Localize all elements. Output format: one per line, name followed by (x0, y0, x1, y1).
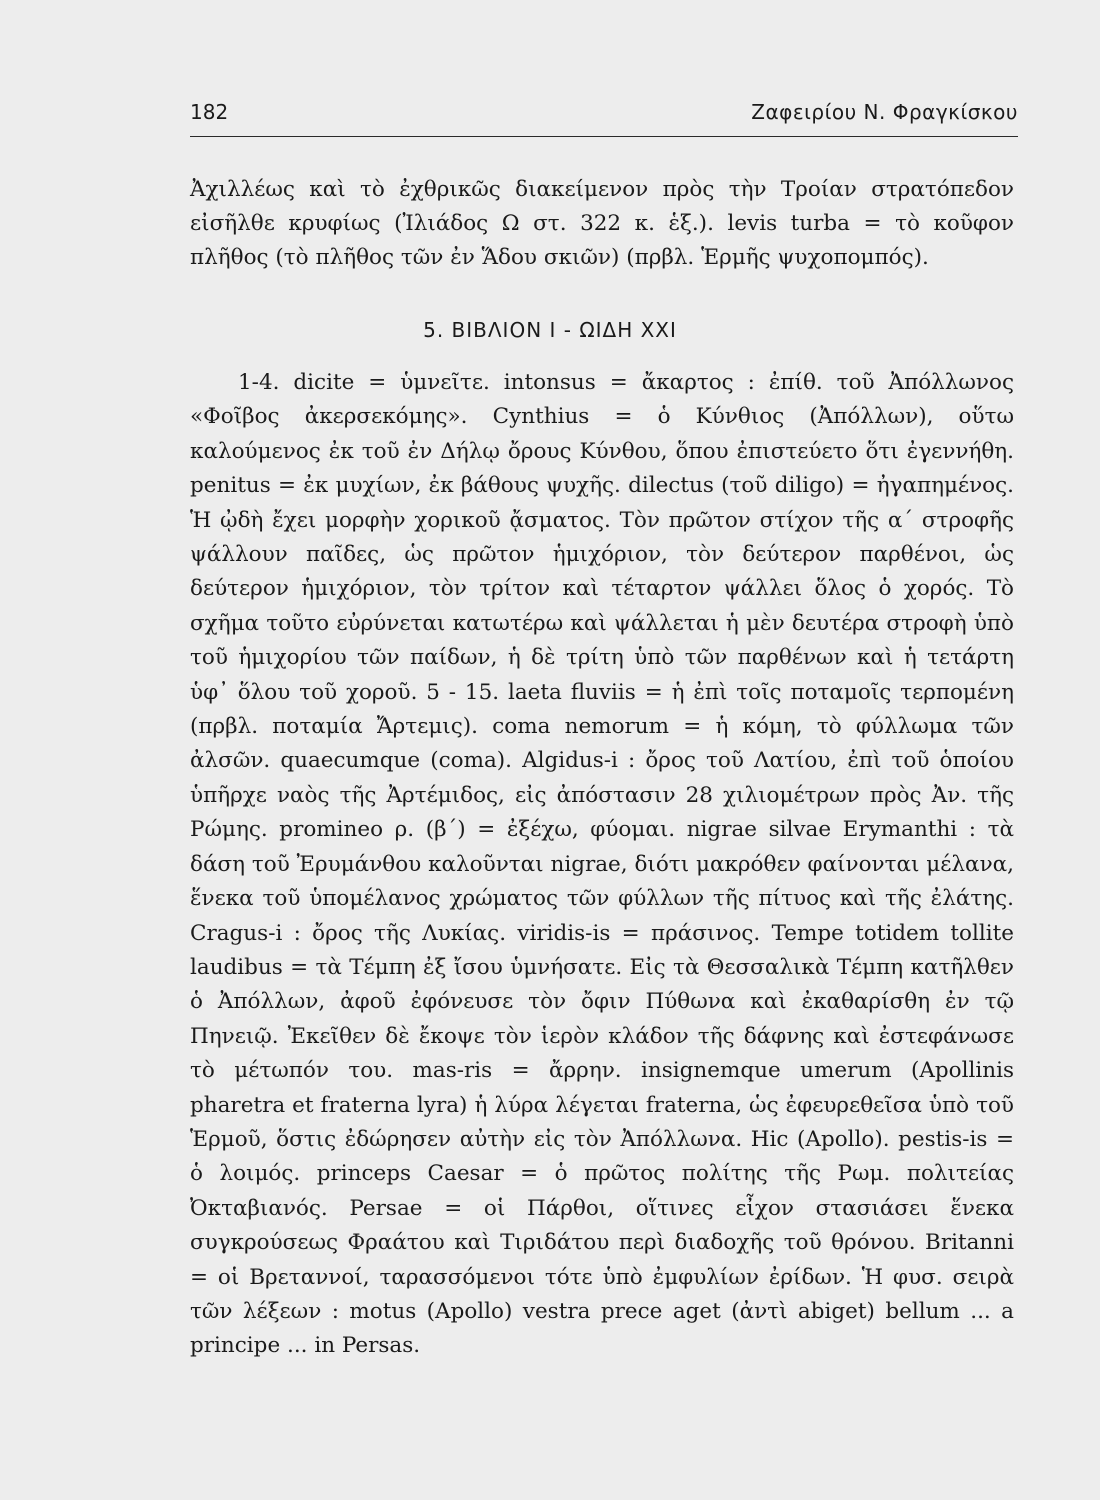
intro-paragraph: Ἀχιλλέως καὶ τὸ ἐχθρικῶς διακείμενον πρὸς τὴν Τροίαν στρατόπεδον εἰσῆλθε κρυφίως (Ἰλιάδος Ω στ. 322 κ. ἑξ.). levis turba = τὸ κοῦφον πλῆθος (τὸ πλῆθος τῶν ἐν Ἅδου σκιῶν) (πρβλ. Ἑρμῆς ψυχοπομπός). (190, 177, 1014, 270)
commentary-paragraph: 1-4. dicite = ὑμνεῖτε. intonsus = ἄκαρτος : ἐπίθ. τοῦ Ἀπόλλωνος «Φοῖβος ἀκερσεκόμης». Cynthius = ὁ Κύνθιος (Ἀπόλλων), οὕτω καλούμενος ἐκ τοῦ ἐν Δήλῳ ὄρους Κύνθου, ὅπου ἐπιστεύετο ὅτι ἐγεννήθη. penitus = ἐκ μυχίων, ἐκ βάθους ψυχῆς. dilectus (τοῦ diligo) = ἠγαπημένος. Ἡ ᾠδὴ ἔχει μορφὴν χορικοῦ ᾄσματος. Τὸν πρῶτον στίχον τῆς α΄ στροφῆς ψάλλουν παῖδες, ὡς πρῶτον ἡμιχόριον, τὸν δεύτερον παρθένοι, ὡς δεύτερον ἡμιχόριον, τὸν τρίτον καὶ τέταρτον ψάλλει ὅλος ὁ χορός. Τὸ σχῆμα τοῦτο εὐρύνεται κατωτέρω καὶ ψάλλεται ἡ μὲν δευτέρα στροφὴ ὑπὸ τοῦ ἡμιχορίου τῶν παίδων, ἡ δὲ τρίτη ὑπὸ τῶν παρθένων καὶ ἡ τετάρτη ὑφ᾽ ὅλου τοῦ χοροῦ. 5 - 15. laeta fluviis = ἡ ἐπὶ τοῖς ποταμοῖς τερπομένη (πρβλ. ποταμία Ἄρτεμις). coma nemorum = ἡ κόμη, τὸ φύλλωμα τῶν ἀλσῶν. quaecumque (coma). Algidus-i : ὄρος τοῦ Λατίου, ἐπὶ τοῦ ὁποίου ὑπῆρχε ναὸς τῆς Ἀρτέμιδος, εἰς ἀπόστασιν 28 χιλιομέτρων πρὸς Ἀν. τῆς Ρώμης. promineo ρ. (β΄) = ἐξέχω, φύομαι. nigrae silvae Erymanthi : τὰ δάση τοῦ Ἐρυμάνθου καλοῦνται nigrae, διότι μακρόθεν φαίνονται μέλανα, ἕνεκα τοῦ ὑπομέλανος χρώματος τῶν φύλλων τῆς πίτυος καὶ τῆς ἐλάτης. Cragus-i : ὄρος τῆς Λυκίας. viridis-is = πράσινος. Tempe totidem tollite laudibus = τὰ Τέμπη ἐξ ἴσου ὑμνήσατε. Εἰς τὰ Θεσσαλικὰ Τέμπη κατῆλθεν ὁ Ἀπόλλων, ἀφοῦ ἐφόνευσε τὸν ὄφιν Πύθωνα καὶ ἐκαθαρίσθη ἐν τῷ Πηνειῷ. Ἐκεῖθεν δὲ ἔκοψε τὸν ἱερὸν κλάδον τῆς δάφνης καὶ ἐστεφάνωσε τὸ μέτωπόν του. mas-ris = ἄρρην. insignemque umerum (Apollinis pharetra et fraterna lyra) ἡ λύρα λέγεται fraterna, ὡς ἐφευρεθεῖσα ὑπὸ τοῦ Ἑρμοῦ, ὅστις ἐδώρησεν αὐτὴν εἰς τὸν Ἀπόλλωνα. Hic (Apollo). pestis-is = ὁ λοιμός. princeps Caesar = ὁ πρῶτος πολίτης τῆς Ρωμ. πολιτείας Ὀκταβιανός. Persae = οἱ Πάρθοι, οἵτινες εἶχον στασιάσει ἕνεκα συγκρούσεως Φραάτου καὶ Τιριδάτου περὶ διαδοχῆς τοῦ θρόνου. Britanni = οἱ Βρεταννοί, ταρασσόμενοι τότε ὑπὸ ἐμφυλίων ἐρίδων. Ἡ φυσ. σειρὰ τῶν λέξεων : motus (Apollo) vestra prece aget (ἀντὶ abiget) bellum ... a principe ... in Persas. (190, 370, 1014, 1359)
running-head: Ζαφειρίου Ν. Φραγκίσκου (751, 100, 1018, 124)
section-title: 5. ΒΙΒΛΙΟΝ I - ΩΙΔΗ XXI (423, 318, 677, 342)
page-header (190, 100, 1018, 137)
page-number: 182 (190, 100, 229, 124)
